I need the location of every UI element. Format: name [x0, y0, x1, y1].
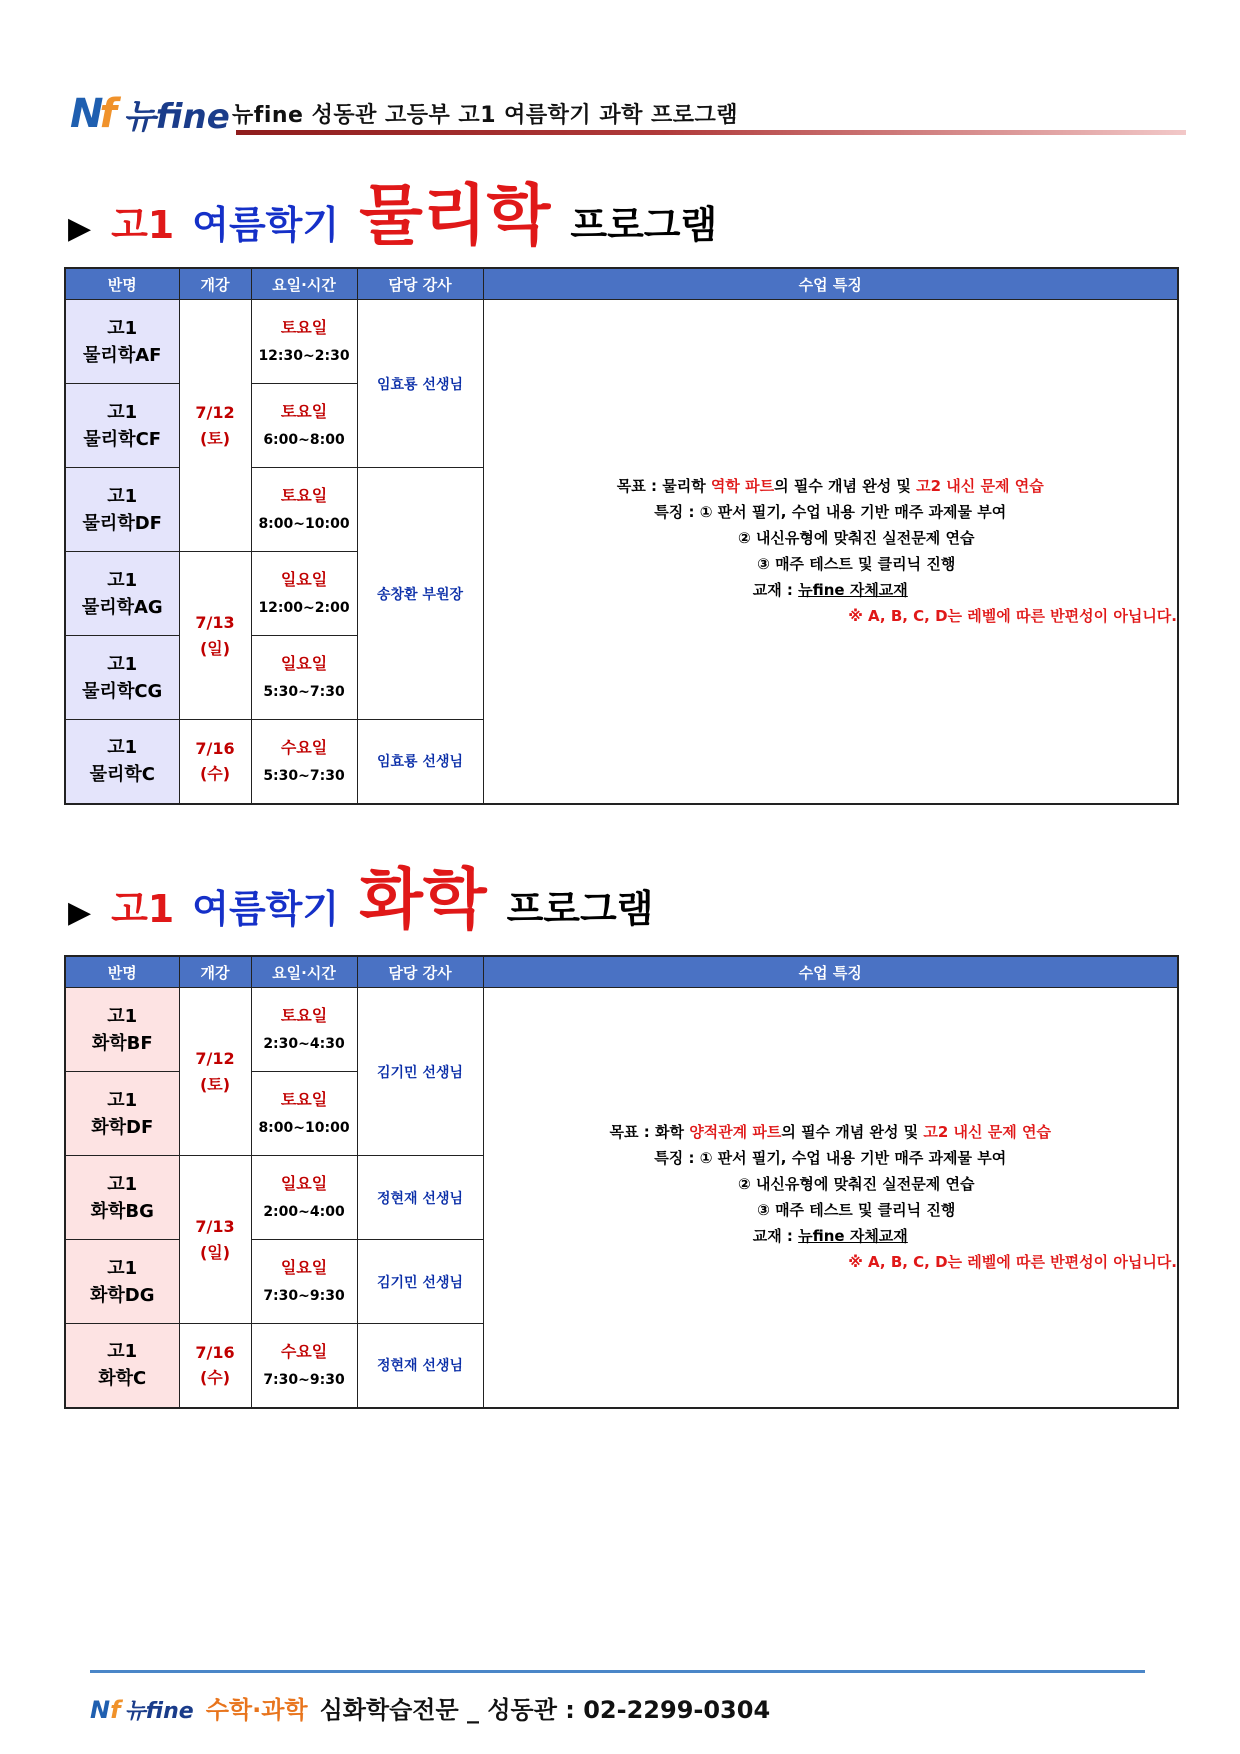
time-cell: 수요일 7:30~9:30	[251, 1324, 357, 1408]
teacher-cell: 임효룡 선생님	[357, 720, 483, 804]
feature-line-1: 특징 : ① 판서 필기, 수업 내용 기반 매주 과제물 부여	[654, 503, 1007, 522]
class-name-cell: 고1 화학BF	[65, 988, 179, 1072]
col-header-class: 반명	[65, 268, 179, 300]
class-name-cell: 고1 물리학AG	[65, 552, 179, 636]
open-date-cell: 7/13 (일)	[179, 552, 251, 720]
heading-program: 프로그램	[570, 203, 718, 247]
heading-subject: 물리학	[359, 177, 551, 254]
col-header-class: 반명	[65, 956, 179, 988]
time-cell: 일요일 5:30~7:30	[251, 636, 357, 720]
footer-divider	[90, 1670, 1145, 1673]
feature-line-2: ② 내신유형에 맞춰진 실전문제 연습	[738, 529, 975, 548]
time-cell: 수요일 5:30~7:30	[251, 720, 357, 804]
heading-term: 여름학기	[192, 887, 340, 931]
header-divider	[236, 130, 1186, 135]
time-cell: 일요일 2:00~4:00	[251, 1156, 357, 1240]
feature-line-1: 특징 : ① 판서 필기, 수업 내용 기반 매주 과제물 부여	[654, 1149, 1007, 1168]
level-note: ※ A, B, C, D는 레벨에 따른 반편성이 아닙니다.	[848, 607, 1177, 626]
logo-mark: Nf	[70, 91, 117, 137]
class-name-cell: 고1 물리학DF	[65, 468, 179, 552]
physics-schedule-table	[64, 267, 1179, 805]
col-header-open: 개강	[179, 956, 251, 988]
time-cell: 토요일 12:30~2:30	[251, 300, 357, 384]
col-header-open: 개강	[179, 268, 251, 300]
table-row	[65, 300, 1178, 384]
class-name-cell: 고1 물리학CG	[65, 636, 179, 720]
heading-grade: 고1	[111, 887, 175, 931]
footer-logo-text: 뉴fine	[124, 1699, 194, 1724]
features-cell	[483, 300, 1178, 804]
open-date-cell: 7/12 (토)	[179, 300, 251, 552]
footer-logo-mark: Nf	[90, 1696, 121, 1724]
teacher-cell: 송창환 부원장	[357, 468, 483, 720]
triangle-marker-icon: ▶	[68, 895, 92, 930]
textbook-line: 교재 : 뉴fine 자체교재	[752, 581, 908, 600]
chemistry-schedule-table	[64, 955, 1179, 1409]
open-date-cell: 7/12 (토)	[179, 988, 251, 1156]
table-header-row	[65, 268, 1178, 300]
class-name-cell: 고1 물리학AF	[65, 300, 179, 384]
page-footer	[90, 1690, 770, 1725]
goal-line: 목표 : 화학 양적관계 파트의 필수 개념 완성 및 고2 내신 문제 연습	[609, 1123, 1051, 1142]
heading-term: 여름학기	[192, 203, 340, 247]
teacher-cell: 정현재 선생님	[357, 1324, 483, 1408]
col-header-time: 요일·시간	[251, 956, 357, 988]
goal-line: 목표 : 물리학 역학 파트의 필수 개념 완성 및 고2 내신 문제 연습	[616, 477, 1044, 496]
teacher-cell: 임효룡 선생님	[357, 300, 483, 468]
table-header-row	[65, 956, 1178, 988]
teacher-cell: 김기민 선생님	[357, 988, 483, 1156]
teacher-cell: 김기민 선생님	[357, 1240, 483, 1324]
col-header-features: 수업 특징	[483, 956, 1178, 988]
class-name-cell: 고1 물리학C	[65, 720, 179, 804]
class-name-cell: 고1 화학BG	[65, 1156, 179, 1240]
time-cell: 토요일 2:30~4:30	[251, 988, 357, 1072]
open-date-cell: 7/16 (수)	[179, 720, 251, 804]
col-header-time: 요일·시간	[251, 268, 357, 300]
class-name-cell: 고1 화학DG	[65, 1240, 179, 1324]
footer-subjects: 수학·과학	[205, 1696, 308, 1724]
document-title: 뉴fine 성동관 고등부 고1 여름학기 과학 프로그램	[232, 103, 738, 128]
time-cell: 토요일 8:00~10:00	[251, 468, 357, 552]
heading-grade: 고1	[111, 203, 175, 247]
features-cell	[483, 988, 1178, 1408]
heading-program: 프로그램	[506, 887, 654, 931]
class-name-cell: 고1 화학C	[65, 1324, 179, 1408]
physics-section-heading	[68, 162, 717, 257]
col-header-teacher: 담당 강사	[357, 268, 483, 300]
col-header-features: 수업 특징	[483, 268, 1178, 300]
open-date-cell: 7/13 (일)	[179, 1156, 251, 1324]
time-cell: 토요일 6:00~8:00	[251, 384, 357, 468]
class-name-cell: 고1 화학DF	[65, 1072, 179, 1156]
col-header-teacher: 담당 강사	[357, 956, 483, 988]
page-header	[70, 84, 1190, 140]
triangle-marker-icon: ▶	[68, 211, 92, 246]
open-date-cell: 7/16 (수)	[179, 1324, 251, 1408]
time-cell: 일요일 12:00~2:00	[251, 552, 357, 636]
time-cell: 토요일 8:00~10:00	[251, 1072, 357, 1156]
feature-line-3: ③ 매주 테스트 및 클리닉 진행	[757, 555, 956, 574]
footer-contact: 심화학습전문 _ 성동관 : 02-2299-0304	[319, 1696, 771, 1724]
chemistry-section-heading	[68, 846, 653, 941]
teacher-cell: 정현재 선생님	[357, 1156, 483, 1240]
feature-line-2: ② 내신유형에 맞춰진 실전문제 연습	[738, 1175, 975, 1194]
time-cell: 일요일 7:30~9:30	[251, 1240, 357, 1324]
table-row	[65, 988, 1178, 1072]
level-note: ※ A, B, C, D는 레벨에 따른 반편성이 아닙니다.	[848, 1253, 1177, 1272]
nfine-logo	[70, 84, 230, 137]
feature-line-3: ③ 매주 테스트 및 클리닉 진행	[757, 1201, 956, 1220]
logo-text: 뉴fine	[122, 97, 230, 137]
heading-subject: 화학	[359, 861, 487, 938]
textbook-line: 교재 : 뉴fine 자체교재	[752, 1227, 908, 1246]
class-name-cell: 고1 물리학CF	[65, 384, 179, 468]
